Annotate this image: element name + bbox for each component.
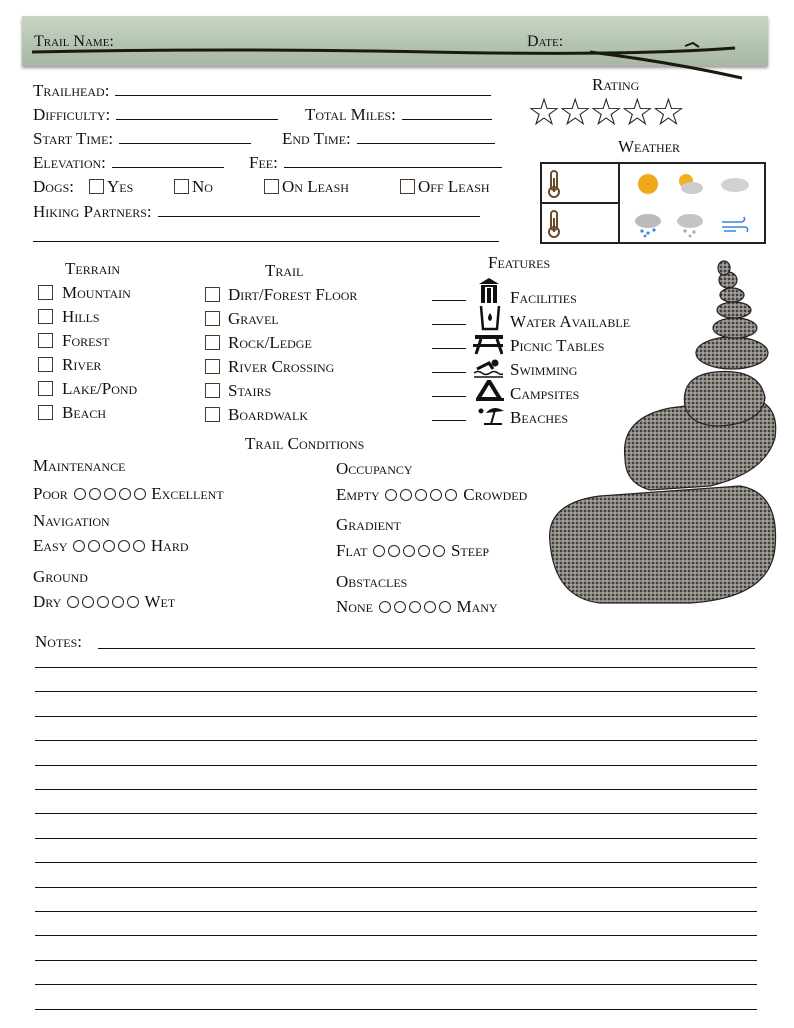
hiking-partners-line-2[interactable] xyxy=(33,228,499,242)
notes-line[interactable] xyxy=(35,789,757,790)
facilities-blank[interactable] xyxy=(432,300,466,301)
terrain-checkbox-beach[interactable]: Beach xyxy=(38,404,106,421)
occupancy-label: Occupancy xyxy=(336,459,413,478)
maintenance-label: Maintenance xyxy=(33,456,126,475)
features-title: Features xyxy=(488,253,551,272)
trail-title: Trail xyxy=(265,261,304,280)
occupancy-scale[interactable]: Empty Crowded xyxy=(336,485,528,504)
trail-checkbox-rock[interactable]: Rock/Ledge xyxy=(205,334,312,351)
date-label: Date: xyxy=(527,33,564,50)
star-icon[interactable]: ☆ xyxy=(527,92,559,134)
rating-label: Rating xyxy=(592,75,640,94)
picnic-blank[interactable] xyxy=(432,348,466,349)
feature-beaches: Beaches xyxy=(510,408,569,427)
trailhead-field[interactable] xyxy=(33,82,491,99)
thermometer-icon xyxy=(547,170,561,198)
dogs-on-leash-checkbox[interactable]: On Leash xyxy=(264,178,349,195)
trail-conditions-title: Trail Conditions xyxy=(245,434,365,453)
gradient-label: Gradient xyxy=(336,515,401,534)
branch-decoration xyxy=(30,40,750,82)
feature-campsites: Campsites xyxy=(510,384,580,403)
trail-checkbox-stairs[interactable]: Stairs xyxy=(205,382,271,399)
thermometer-icon xyxy=(547,210,561,238)
star-icon[interactable]: ☆ xyxy=(651,92,683,134)
notes-line[interactable] xyxy=(35,1009,757,1010)
dogs-label: Dogs: xyxy=(33,177,75,196)
cloud-icon xyxy=(720,174,750,194)
notes-line[interactable] xyxy=(35,911,757,912)
obstacles-scale[interactable]: None Many xyxy=(336,597,498,616)
star-icon[interactable]: ☆ xyxy=(558,92,590,134)
radio-scale[interactable] xyxy=(384,485,459,504)
navigation-scale[interactable]: Easy Hard xyxy=(33,536,189,555)
dogs-off-leash-checkbox[interactable]: Off Leash xyxy=(400,178,490,195)
difficulty-label: Difficulty: xyxy=(33,105,111,124)
swimming-icon xyxy=(473,357,503,379)
elevation-label: Elevation: xyxy=(33,153,106,172)
stone-cairn-illustration xyxy=(540,258,785,638)
rain-icon xyxy=(634,212,662,238)
partly-cloudy-icon xyxy=(676,172,704,196)
terrain-checkbox-hills[interactable]: Hills xyxy=(38,308,100,325)
difficulty-field[interactable] xyxy=(33,106,278,123)
navigation-label: Navigation xyxy=(33,511,110,530)
terrain-checkbox-lake-pond[interactable]: Lake/Pond xyxy=(38,380,137,397)
trail-checkbox-gravel[interactable]: Gravel xyxy=(205,310,279,327)
wind-icon xyxy=(720,214,750,236)
swimming-blank[interactable] xyxy=(432,372,466,373)
trailhead-label: Trailhead: xyxy=(33,81,110,100)
notes-line[interactable] xyxy=(35,960,757,961)
radio-scale[interactable] xyxy=(372,541,447,560)
notes-line[interactable] xyxy=(35,691,757,692)
total-miles-field[interactable] xyxy=(305,106,492,123)
weather-box xyxy=(540,162,766,244)
beaches-blank[interactable] xyxy=(432,420,466,421)
start-time-field[interactable] xyxy=(33,130,251,147)
trail-checkbox-boardwalk[interactable]: Boardwalk xyxy=(205,406,308,423)
notes-line[interactable] xyxy=(35,838,757,839)
radio-scale[interactable] xyxy=(72,536,147,555)
maintenance-scale[interactable]: Poor Excellent xyxy=(33,484,224,503)
notes-label: Notes: xyxy=(35,632,82,651)
picnic-table-icon xyxy=(473,333,503,355)
water-cup-icon xyxy=(478,305,508,331)
ground-label: Ground xyxy=(33,567,88,586)
feature-picnic: Picnic Tables xyxy=(510,336,605,355)
hiking-partners-field[interactable] xyxy=(33,203,480,220)
notes-line[interactable] xyxy=(98,633,755,649)
notes-line[interactable] xyxy=(35,887,757,888)
notes-line[interactable] xyxy=(35,716,757,717)
terrain-title: Terrain xyxy=(65,259,121,278)
star-icon[interactable]: ☆ xyxy=(620,92,652,134)
notes-line[interactable] xyxy=(35,667,757,668)
weather-label: Weather xyxy=(618,137,681,156)
feature-water: Water Available xyxy=(510,312,631,331)
snow-icon xyxy=(676,212,704,238)
notes-line[interactable] xyxy=(35,765,757,766)
fee-field[interactable] xyxy=(249,154,502,171)
trail-name-label: Trail Name: xyxy=(34,33,114,50)
start-time-label: Start Time: xyxy=(33,129,114,148)
terrain-checkbox-mountain[interactable]: Mountain xyxy=(38,284,131,301)
terrain-checkbox-river[interactable]: River xyxy=(38,356,101,373)
total-miles-label: Total Miles: xyxy=(305,105,396,124)
elevation-field[interactable] xyxy=(33,154,224,171)
ground-scale[interactable]: Dry Wet xyxy=(33,592,176,611)
water-blank[interactable] xyxy=(432,324,466,325)
fee-label: Fee: xyxy=(249,153,278,172)
sun-icon xyxy=(636,172,660,196)
feature-facilities: Facilities xyxy=(510,288,577,307)
tent-icon xyxy=(476,380,506,402)
radio-scale[interactable] xyxy=(72,484,147,503)
terrain-checkbox-forest[interactable]: Forest xyxy=(38,332,109,349)
feature-swimming: Swimming xyxy=(510,360,578,379)
radio-scale[interactable] xyxy=(377,597,452,616)
end-time-label: End Time: xyxy=(282,129,351,148)
hiking-partners-label: Hiking Partners: xyxy=(33,202,152,221)
trail-checkbox-dirt[interactable]: Dirt/Forest Floor xyxy=(205,286,357,303)
notes-line[interactable] xyxy=(35,740,757,741)
outhouse-icon xyxy=(476,277,506,303)
notes-line[interactable] xyxy=(35,862,757,863)
notes-line[interactable] xyxy=(35,813,757,814)
end-time-field[interactable] xyxy=(282,130,495,147)
campsites-blank[interactable] xyxy=(432,396,466,397)
radio-scale[interactable] xyxy=(66,592,141,611)
beach-umbrella-icon xyxy=(476,404,506,426)
obstacles-label: Obstacles xyxy=(336,572,408,591)
gradient-scale[interactable]: Flat Steep xyxy=(336,541,490,560)
notes-line[interactable] xyxy=(35,984,757,985)
rating-stars[interactable] xyxy=(527,94,682,132)
trail-checkbox-river-crossing[interactable]: River Crossing xyxy=(205,358,334,375)
dogs-yes-checkbox[interactable]: Yes xyxy=(89,178,133,195)
notes-line[interactable] xyxy=(35,935,757,936)
dogs-no-checkbox[interactable]: No xyxy=(174,178,213,195)
star-icon[interactable]: ☆ xyxy=(589,92,621,134)
